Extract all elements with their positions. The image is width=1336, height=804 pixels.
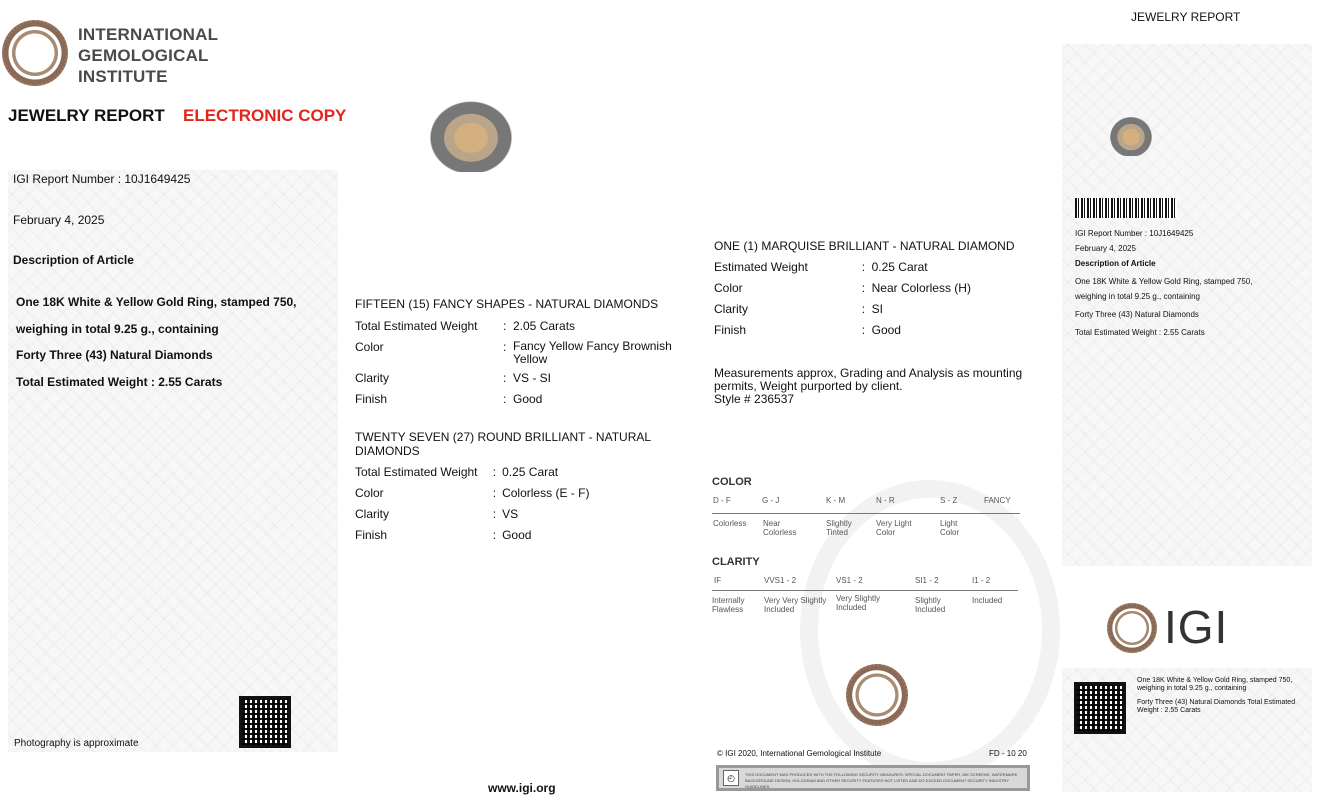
detail-row: Clarity : VS	[355, 507, 665, 521]
color-grade: FANCY	[984, 496, 1011, 505]
clarity-grade: SI1 - 2	[915, 576, 939, 585]
card-stub-text	[1137, 677, 1297, 715]
clarity-label: Slightly Included	[915, 596, 946, 614]
card-igi-logo-text: IGI	[1164, 601, 1229, 653]
report-date: February 4, 2025	[13, 213, 105, 227]
color-label: Slightly Tinted	[826, 519, 852, 537]
detail-key: Color	[355, 340, 384, 354]
divider	[712, 513, 1020, 514]
detail-value: Good	[513, 392, 543, 406]
section-heading: ONE (1) MARQUISE BRILLIANT - NATURAL DIAMOND	[714, 239, 1015, 253]
institute-name-line3: INSTITUTE	[78, 67, 168, 86]
description-lines	[16, 289, 297, 395]
color-label: Near Colorless	[763, 519, 797, 537]
copyright: © IGI 2020, International Gemological Institute	[717, 749, 882, 758]
detail-row: Color : Colorless (E - F)	[355, 486, 665, 500]
clarity-label: Internally Flawless	[712, 596, 745, 614]
color-grade: N - R	[876, 496, 895, 505]
detail-value: 2.05 Carats	[513, 319, 576, 333]
lock-icon: ◴	[723, 770, 739, 786]
color-grade: S - Z	[940, 496, 958, 505]
divider	[712, 590, 1018, 591]
card-title: JEWELRY REPORT	[1131, 10, 1241, 24]
card-ring-photo	[1107, 114, 1155, 156]
detail-key: Clarity	[355, 507, 390, 521]
description-heading: Description of Article	[13, 253, 134, 267]
detail-value: Good	[502, 528, 532, 542]
website-link[interactable]: www.igi.org	[488, 781, 556, 795]
detail-row: Color : Near Colorless (H)	[714, 281, 1044, 295]
detail-row: Finish : Good	[355, 392, 695, 406]
qr-code[interactable]	[239, 696, 291, 748]
ring-photo	[424, 96, 518, 172]
color-label: Colorless	[713, 519, 747, 528]
card-qr-code[interactable]	[1074, 682, 1126, 734]
institute-name-line2: GEMOLOGICAL	[78, 46, 209, 65]
detail-value: SI	[871, 302, 883, 316]
section-round-brilliant	[355, 430, 665, 542]
institute-name-line1: INTERNATIONAL	[78, 25, 219, 44]
detail-key: Total Estimated Weight	[355, 465, 478, 479]
color-grade: D - F	[713, 496, 731, 505]
detail-value: 0.25 Carat	[871, 260, 928, 274]
color-scale-title: COLOR	[712, 476, 752, 488]
card-stub-line: Forty Three (43) Natural Diamonds Total Estimated Weight : 2.55 Carats	[1137, 699, 1296, 714]
card-stub-line: One 18K White & Yellow Gold Ring, stamped 750, weighing in total 9.25 g., containing	[1137, 677, 1293, 692]
card-description-line: weighing in total 9.25 g., containing	[1075, 292, 1200, 301]
card-description-line: Total Estimated Weight : 2.55 Carats	[1075, 328, 1205, 337]
detail-value: VS	[502, 507, 519, 521]
report-number: IGI Report Number : 10J1649425	[13, 172, 191, 186]
institute-name	[78, 24, 218, 87]
igi-seal-logo	[2, 20, 68, 86]
detail-row: Finish : Good	[714, 323, 1044, 337]
description-line: weighing in total 9.25 g., containing	[16, 321, 219, 336]
detail-key: Finish	[355, 392, 388, 406]
detail-value: Near Colorless (H)	[871, 281, 971, 295]
detail-row: Clarity : SI	[714, 302, 1044, 316]
section-heading: FIFTEEN (15) FANCY SHAPES - NATURAL DIAMONDS	[355, 297, 659, 311]
clarity-label: Very Very Slightly Included	[764, 596, 827, 614]
card-date: February 4, 2025	[1075, 244, 1136, 253]
clarity-grade: IF	[714, 576, 722, 585]
detail-row: Finish : Good	[355, 528, 665, 542]
clarity-grade: VVS1 - 2	[764, 576, 797, 585]
description-line: One 18K White & Yellow Gold Ring, stamped 750,	[16, 295, 297, 309]
card-report-number: IGI Report Number : 10J1649425	[1075, 229, 1194, 238]
clarity-label: Included	[972, 596, 1003, 605]
section-fancy-shapes	[355, 297, 695, 406]
detail-key: Finish	[355, 528, 388, 542]
style-number: Style # 236537	[714, 392, 795, 406]
detail-value: Colorless (E - F)	[502, 486, 590, 500]
security-strip	[716, 765, 1030, 791]
detail-key: Clarity	[355, 371, 390, 385]
card-description-line: Forty Three (43) Natural Diamonds	[1075, 310, 1199, 319]
color-label: Very Light Color	[876, 519, 912, 537]
detail-row: Total Estimated Weight : 2.05 Carats	[355, 319, 695, 333]
card-igi-seal	[1107, 603, 1157, 653]
report-title: JEWELRY REPORT	[8, 106, 165, 125]
electronic-copy-label: ELECTRONIC COPY	[183, 106, 347, 125]
detail-value: 0.25 Carat	[502, 465, 559, 479]
detail-row: Total Estimated Weight : 0.25 Carat	[355, 465, 665, 479]
color-scale	[712, 476, 1020, 546]
comments-text: Measurements approx, Grading and Analysis as mounting permits, Weight purported by client.	[714, 366, 1023, 393]
color-label: Light Color	[940, 519, 960, 537]
detail-row: Estimated Weight : 0.25 Carat	[714, 260, 1044, 274]
clarity-grade: I1 - 2	[972, 576, 991, 585]
detail-key: Estimated Weight	[714, 260, 808, 274]
card-description-line: One 18K White & Yellow Gold Ring, stamped 750,	[1075, 277, 1253, 286]
detail-row: Clarity : VS - SI	[355, 371, 695, 385]
clarity-label: Very Slightly Included	[836, 594, 881, 612]
detail-value: Good	[871, 323, 901, 337]
clarity-scale-title: CLARITY	[712, 556, 760, 568]
detail-key: Color	[355, 486, 384, 500]
detail-row: Color : Fancy Yellow Fancy Brownish Yellow	[355, 340, 695, 366]
clarity-grade: VS1 - 2	[836, 576, 863, 585]
detail-key: Finish	[714, 323, 747, 337]
detail-value: VS - SI	[513, 371, 552, 385]
color-grade: K - M	[826, 496, 846, 505]
detail-key: Clarity	[714, 302, 749, 316]
detail-key: Total Estimated Weight	[355, 319, 478, 333]
form-code: FD - 10 20	[989, 749, 1027, 758]
section-marquise	[714, 239, 1044, 337]
clarity-scale	[712, 556, 1020, 626]
detail-value: Fancy Yellow Fancy Brownish Yellow	[513, 339, 672, 366]
photo-note: Photography is approximate	[14, 738, 139, 749]
section-heading: TWENTY SEVEN (27) ROUND BRILLIANT - NATURAL DIAMONDS	[355, 430, 651, 458]
security-text: THIS DOCUMENT WAS PRODUCED WITH THE FOLLOWING SECURITY MEASURES: SPECIAL DOCUMENT PAPER, INK SCREENS, WATERMARK BACKGROUND DESIGN, HOLOGRAM AND OTHER SECURITY FEATURES NOT LISTED AND DO EXCEED DOCUMENT SECURITY INDUSTRY GUIDELINES.	[745, 772, 1018, 789]
card-details	[1075, 226, 1295, 340]
color-grade: G - J	[762, 496, 780, 505]
description-line: Total Estimated Weight : 2.55 Carats	[16, 374, 223, 389]
description-line: Forty Three (43) Natural Diamonds	[16, 348, 213, 362]
barcode	[1075, 198, 1177, 218]
detail-key: Color	[714, 281, 743, 295]
comments	[714, 367, 1034, 406]
card-description-heading: Description of Article	[1075, 259, 1156, 268]
igi-seal-stamp	[846, 664, 908, 726]
